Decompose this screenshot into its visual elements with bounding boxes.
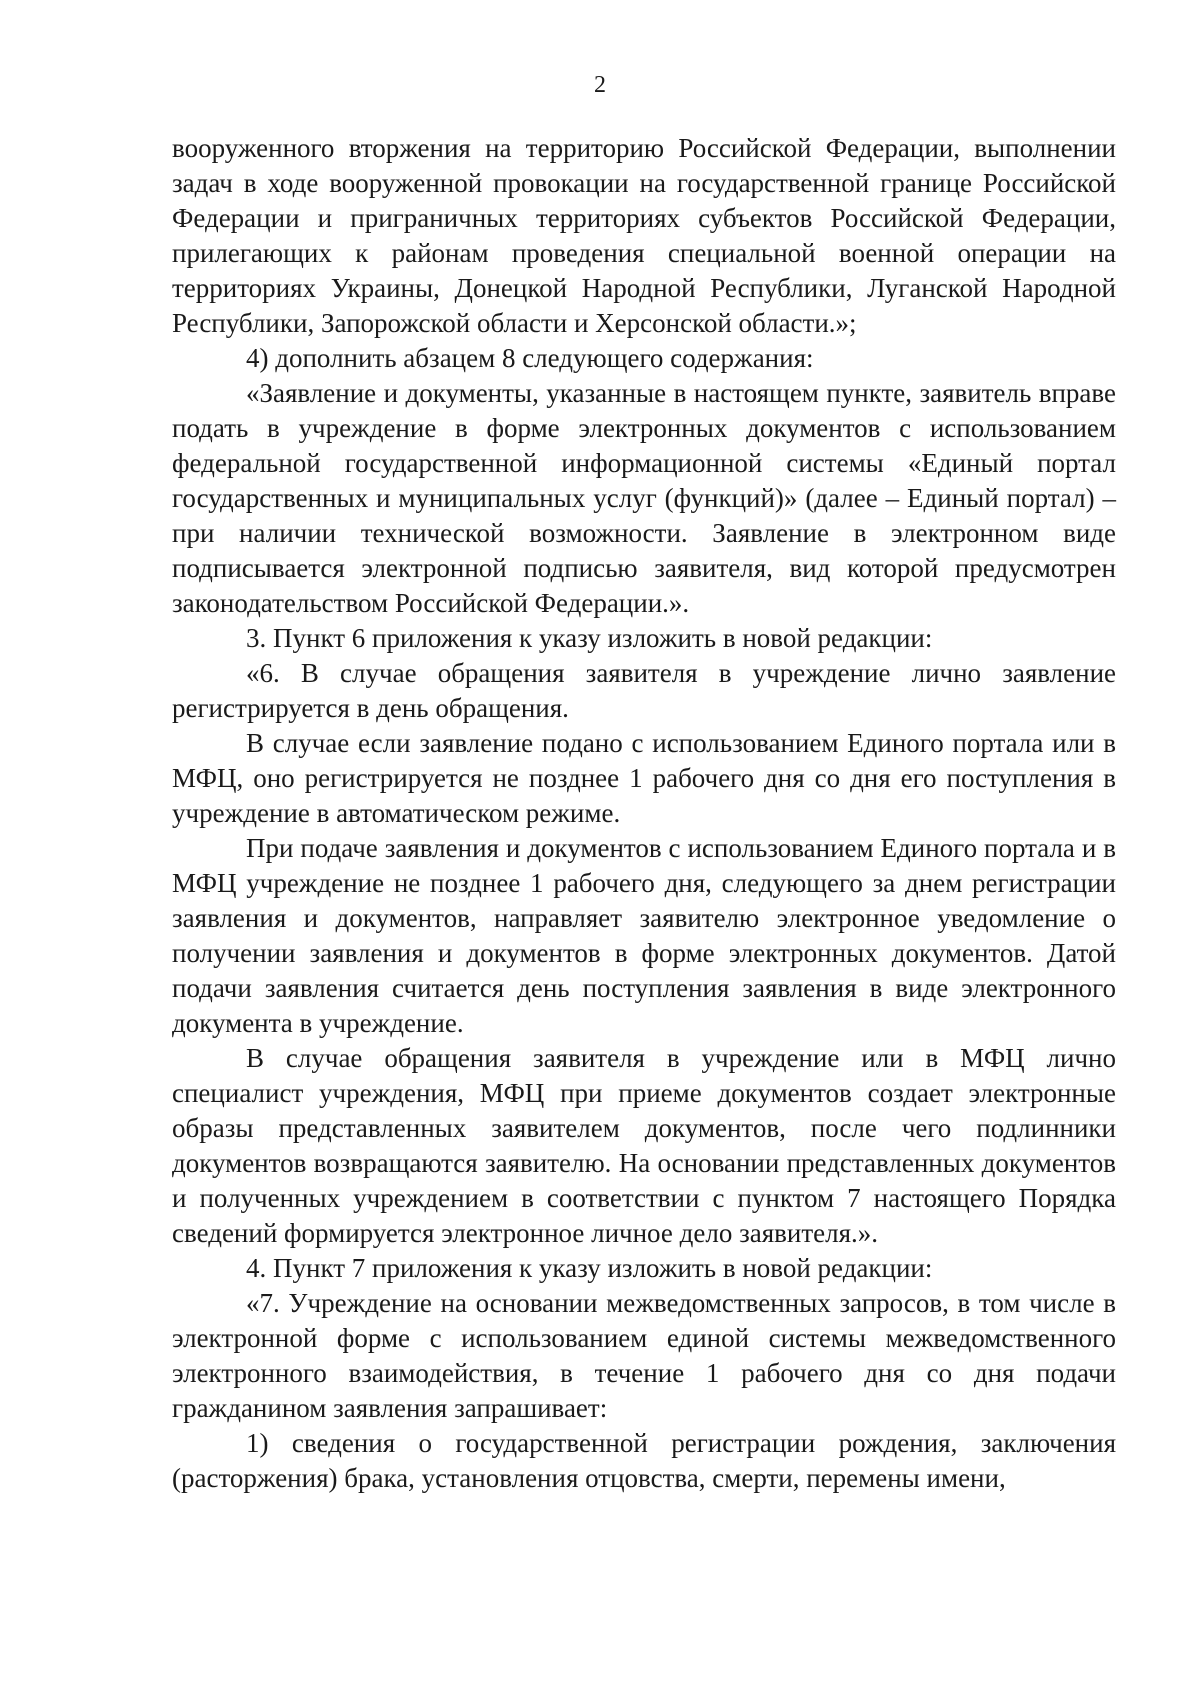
document-body [172,131,1116,1496]
paragraph-clause-6: «6. В случае обращения заявителя в учреждение лично заявление регистрируется в день обращения. [172,658,1116,723]
paragraph-registration: В случае если заявление подано с использованием Единого портала или в МФЦ, оно регистрируется не позднее 1 рабочего дня со дня его поступления в учреждение в автоматическом режиме. [172,728,1116,828]
paragraph-point-4: 4. Пункт 7 приложения к указу изложить в новой редакции: [246,1253,933,1283]
paragraph-item-4: 4) дополнить абзацем 8 следующего содержания: [246,343,814,373]
paragraph-personal-file: В случае обращения заявителя в учреждение или в МФЦ лично специалист учреждения, МФЦ при приеме документов создает электронные образы представленных заявителем документов, после чего подлинники документов возвращаются заявителю. На основании представленных документов и полученных учреждением в соответствии с пунктом 7 настоящего Порядка сведений формируется электронное личное дело заявителя.». [172,1043,1116,1248]
paragraph-notification: При подаче заявления и документов с использованием Единого портала и в МФЦ учреждение не позднее 1 рабочего дня, следующего за днем регистрации заявления и документов, направляет заявителю электронное уведомление о получении заявления и документов в форме электронных документов. Датой подачи заявления считается день поступления заявления в виде электронного документа в учреждение. [172,833,1116,1038]
paragraph-quoted-statement: «Заявление и документы, указанные в настоящем пункте, заявитель вправе подать в учреждение в форме электронных документов с использованием федеральной государственной информационной системы «Единый портал государственных и муниципальных услуг (функций)» (далее – Единый портал) – при наличии технической возможности. Заявление в электронном виде подписывается электронной подписью заявителя, вид которой предусмотрен законодательством Российской Федерации.». [172,378,1116,618]
paragraph-point-3: 3. Пункт 6 приложения к указу изложить в новой редакции: [246,623,933,653]
paragraph-continuation: вооруженного вторжения на территорию Российской Федерации, выполнении задач в ходе вооруженной провокации на государственной границе Российской Федерации и приграничных территориях субъектов Российской Федерации, прилегающих к районам проведения специальной военной операции на территориях Украины, Донецкой Народной Республики, Луганской Народной Республики, Запорожской области и Херсонской области.»; [172,133,1116,338]
paragraph-subitem-1: 1) сведения о государственной регистрации рождения, заключения (расторжения) брака, установления отцовства, смерти, перемены имени, [172,1428,1116,1493]
page-number: 2 [594,72,606,98]
paragraph-clause-7: «7. Учреждение на основании межведомственных запросов, в том числе в электронной форме с использованием единой системы межведомственного электронного взаимодействия, в течение 1 рабочего дня со дня подачи гражданином заявления запрашивает: [172,1288,1116,1423]
